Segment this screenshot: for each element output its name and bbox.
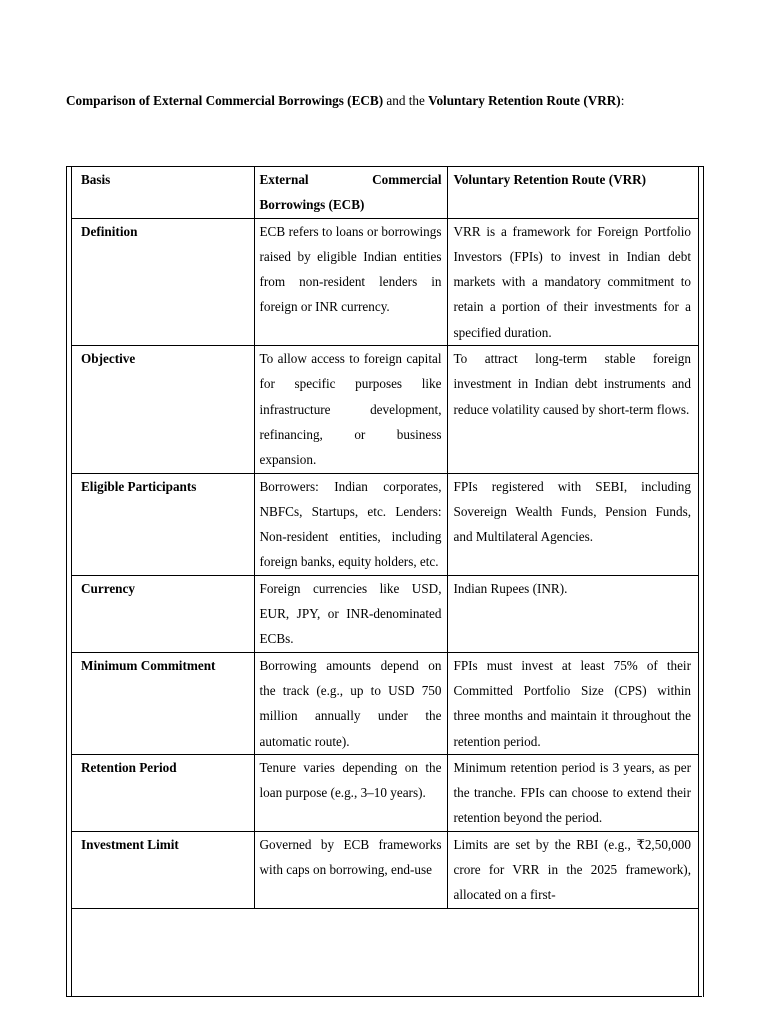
table-row-retention-period [72,754,698,831]
comparison-table-frame [66,166,704,997]
table-row-eligible-participants [72,473,698,575]
row-vrr-cell: FPIs registered with SEBI, including Sovereign Wealth Funds, Pension Funds, and Multilateral Agencies. [447,473,698,575]
row-basis-cell: Eligible Participants [72,473,254,575]
row-basis-cell: Currency [72,575,254,652]
row-ecb-cell: Tenure varies depending on the loan purpose (e.g., 3–10 years). [254,754,447,831]
row-basis-cell: Minimum Commitment [72,652,254,754]
header-vrr: Voluntary Retention Route (VRR) [447,167,698,218]
table-frame-right-line [698,167,699,997]
heading-connector: and the [383,93,429,108]
row-ecb-cell: Borrowers: Indian corporates, NBFCs, Startups, etc. Lenders: Non-resident entities, including foreign banks, equity holders, etc. [254,473,447,575]
document-heading [66,88,702,114]
heading-colon: : [620,93,625,108]
comparison-table [72,167,698,909]
row-ecb-cell: ECB refers to loans or borrowings raised by eligible Indian entities from non-resident lenders in foreign or INR currency. [254,218,447,345]
row-ecb-cell: Foreign currencies like USD, EUR, JPY, or INR-denominated ECBs. [254,575,447,652]
table-row-investment-limit [72,831,698,908]
table-row-objective [72,346,698,473]
heading-ecb-title: Comparison of External Commercial Borrowings (ECB) [66,93,384,108]
row-vrr-cell: FPIs must invest at least 75% of their Committed Portfolio Size (CPS) within three months and maintain it throughout the retention period. [447,652,698,754]
table-row-definition [72,218,698,345]
row-basis-cell: Objective [72,346,254,473]
row-basis-cell: Retention Period [72,754,254,831]
row-basis-cell: Definition [72,218,254,345]
row-ecb-cell: To allow access to foreign capital for specific purposes like infrastructure development, refinancing, or business expansion. [254,346,447,473]
table-row-minimum-commitment [72,652,698,754]
row-vrr-cell: Minimum retention period is 3 years, as per the tranche. FPIs can choose to extend their retention beyond the period. [447,754,698,831]
header-basis: Basis [72,167,254,218]
table-row-currency [72,575,698,652]
heading-vrr-title: Voluntary Retention Route (VRR) [428,93,621,108]
row-ecb-cell: Governed by ECB frameworks with caps on borrowing, end-use [254,831,447,908]
row-vrr-cell: Limits are set by the RBI (e.g., ₹2,50,000 crore for VRR in the 2025 framework), allocated on a first- [447,831,698,908]
row-vrr-cell: VRR is a framework for Foreign Portfolio Investors (FPIs) to invest in Indian debt markets with a mandatory commitment to retain a portion of their investments for a specified duration. [447,218,698,345]
row-basis-cell: Investment Limit [72,831,254,908]
row-ecb-cell: Borrowing amounts depend on the track (e.g., up to USD 750 million annually under the automatic route). [254,652,447,754]
row-vrr-cell: Indian Rupees (INR). [447,575,698,652]
row-vrr-cell: To attract long-term stable foreign investment in Indian debt instruments and reduce volatility caused by short-term flows. [447,346,698,473]
page-cut-line [66,996,702,997]
table-header-row [72,167,698,218]
header-ecb: External Commercial Borrowings (ECB) [254,167,447,218]
